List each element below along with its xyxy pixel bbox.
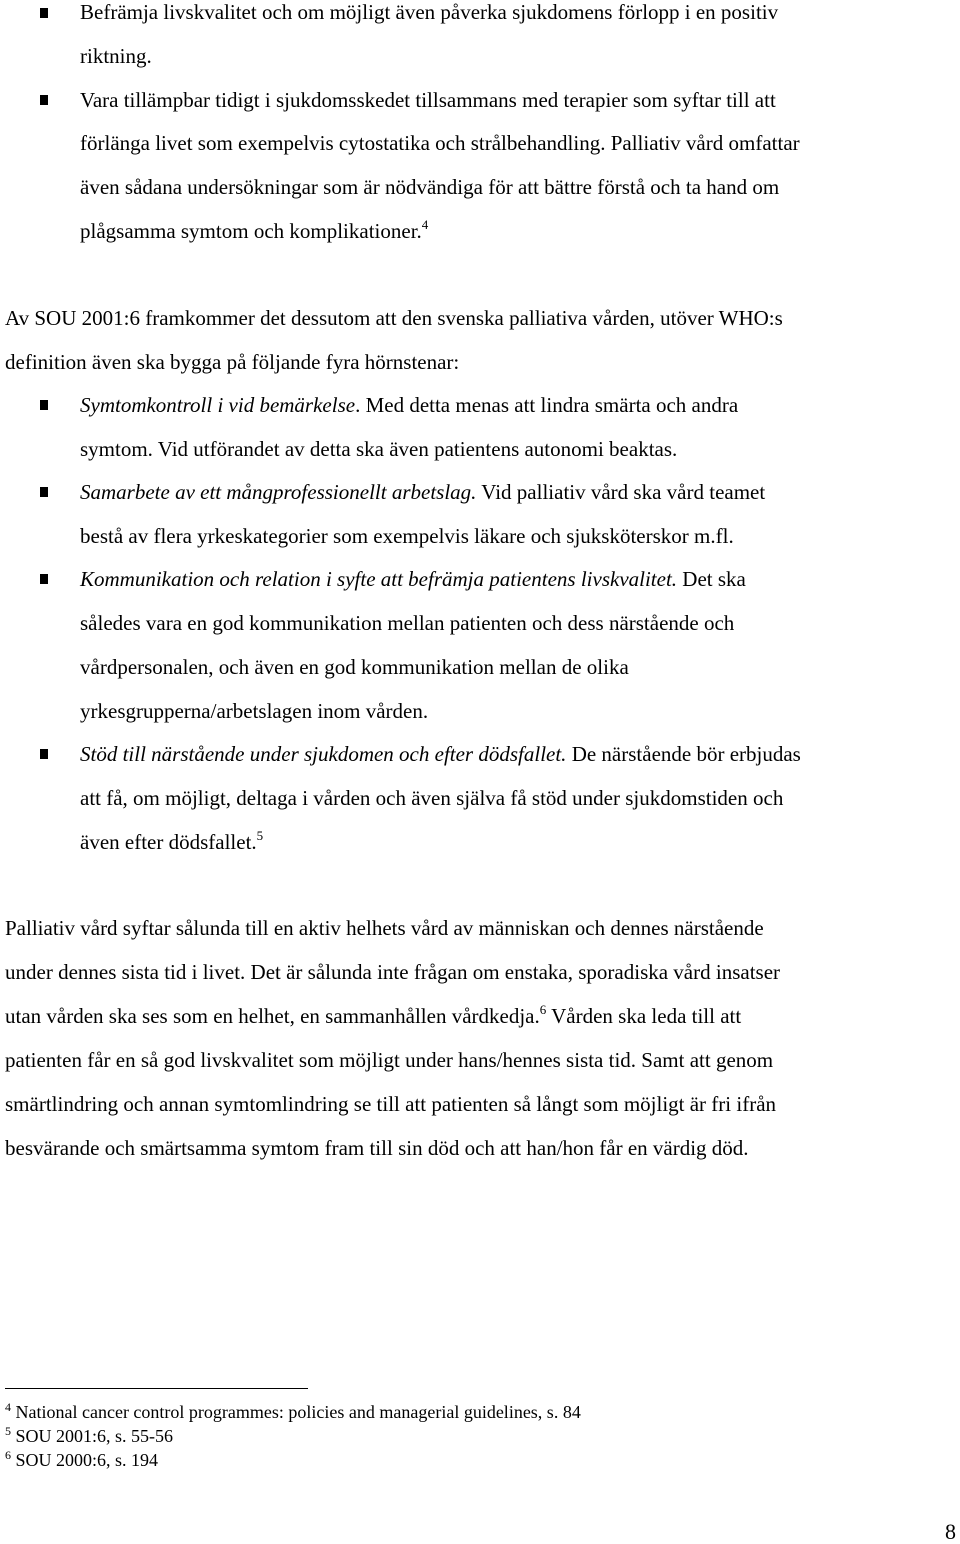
footnote-separator	[5, 1388, 308, 1389]
footnote-text: SOU 2000:6, s. 194	[15, 1450, 159, 1470]
cornerstone-text: De närstående bör erbjudas	[566, 742, 801, 766]
bullet-marker	[40, 749, 48, 759]
bullet-text	[80, 219, 428, 243]
footnote	[5, 1402, 581, 1422]
bullet-text: Befrämja livskvalitet och om möjligt även påverka sjukdomens förlopp i en positiv	[80, 0, 779, 24]
cornerstone-item	[80, 480, 765, 504]
cornerstone-text	[80, 830, 263, 854]
footnote-number: 5	[5, 1424, 11, 1438]
paragraph-line: Av SOU 2001:6 framkommer det dessutom att den svenska palliativa vården, utöver WHO:s	[5, 306, 783, 330]
paragraph-span: utan vården ska ses som en helhet, en sammanhållen vårdkedja.	[5, 1004, 540, 1028]
footnote-number: 6	[5, 1448, 11, 1462]
cornerstone-title: Symtomkontroll i vid bemärkelse	[80, 393, 356, 417]
cornerstone-text: bestå av flera yrkeskategorier som exempelvis läkare och sjuksköterskor m.fl.	[80, 524, 734, 548]
cornerstone-text-span: även efter dödsfallet.	[80, 830, 257, 854]
bullet-marker	[40, 574, 48, 584]
footnote-text: SOU 2001:6, s. 55-56	[15, 1426, 174, 1446]
footnote	[5, 1450, 158, 1470]
footnote-text: National cancer control programmes: policies and managerial guidelines, s. 84	[15, 1402, 581, 1422]
cornerstone-text: således vara en god kommunikation mellan patienten och dess närstående och	[80, 611, 735, 635]
cornerstone-text: att få, om möjligt, deltaga i vården och även själva få stöd under sjukdomstiden och	[80, 786, 784, 810]
bullet-text-span: plågsamma symtom och komplikationer.	[80, 219, 422, 243]
footnote-ref[interactable]: 6	[539, 1002, 547, 1017]
footnote	[5, 1426, 173, 1446]
cornerstone-text: yrkesgrupperna/arbetslagen inom vården.	[80, 699, 429, 723]
cornerstone-text: symtom. Vid utförandet av detta ska även patientens autonomi beaktas.	[80, 437, 678, 461]
paragraph-span: Vården ska leda till att	[546, 1004, 742, 1028]
bullet-text: riktning.	[80, 44, 152, 68]
cornerstone-title: Samarbete av ett mångprofessionellt arbetslag.	[80, 480, 477, 504]
paragraph-line: besvärande och smärtsamma symtom fram till sin död och att han/hon får en värdig död.	[5, 1136, 749, 1160]
cornerstone-text: vårdpersonalen, och även en god kommunikation mellan de olika	[80, 655, 629, 679]
bullet-marker	[40, 95, 48, 105]
paragraph-line: patienten får en så god livskvalitet som möjligt under hans/hennes sista tid. Samt att genom	[5, 1048, 774, 1072]
bullet-text: även sådana undersökningar som är nödvändiga för att bättre förstå och ta hand om	[80, 175, 780, 199]
cornerstone-text: Vid palliativ vård ska vård teamet	[476, 480, 766, 504]
footnote-ref[interactable]: 5	[256, 828, 264, 843]
bullet-marker	[40, 8, 48, 18]
paragraph-line: definition även ska bygga på följande fyra hörnstenar:	[5, 350, 460, 374]
bullet-text: förlänga livet som exempelvis cytostatika och strålbehandling. Palliativ vård omfattar	[80, 131, 800, 155]
cornerstone-item	[80, 567, 746, 591]
cornerstone-item	[80, 742, 801, 766]
footnote-ref[interactable]: 4	[421, 217, 429, 232]
paragraph-line: smärtlindring och annan symtomlindring se till att patienten så långt som möjligt är fri ifrån	[5, 1092, 777, 1116]
paragraph-line: Palliativ vård syftar sålunda till en aktiv helhets vård av människan och dennes närstående	[5, 916, 764, 940]
paragraph-line: under dennes sista tid i livet. Det är sålunda inte frågan om enstaka, sporadiska vård insatser	[5, 960, 781, 984]
cornerstone-text: . Med detta menas att lindra smärta och andra	[355, 393, 739, 417]
paragraph-line	[5, 1004, 741, 1028]
page-number: 8	[945, 1519, 956, 1544]
cornerstone-item	[80, 393, 738, 417]
bullet-marker	[40, 400, 48, 410]
footnote-number: 4	[5, 1400, 11, 1414]
bullet-text: Vara tillämpbar tidigt i sjukdomsskedet tillsammans med terapier som syftar till att	[80, 88, 776, 112]
bullet-marker	[40, 487, 48, 497]
cornerstone-title: Kommunikation och relation i syfte att befrämja patientens livskvalitet.	[80, 567, 678, 591]
cornerstone-title: Stöd till närstående under sjukdomen och efter dödsfallet.	[80, 742, 567, 766]
cornerstone-text: Det ska	[677, 567, 746, 591]
